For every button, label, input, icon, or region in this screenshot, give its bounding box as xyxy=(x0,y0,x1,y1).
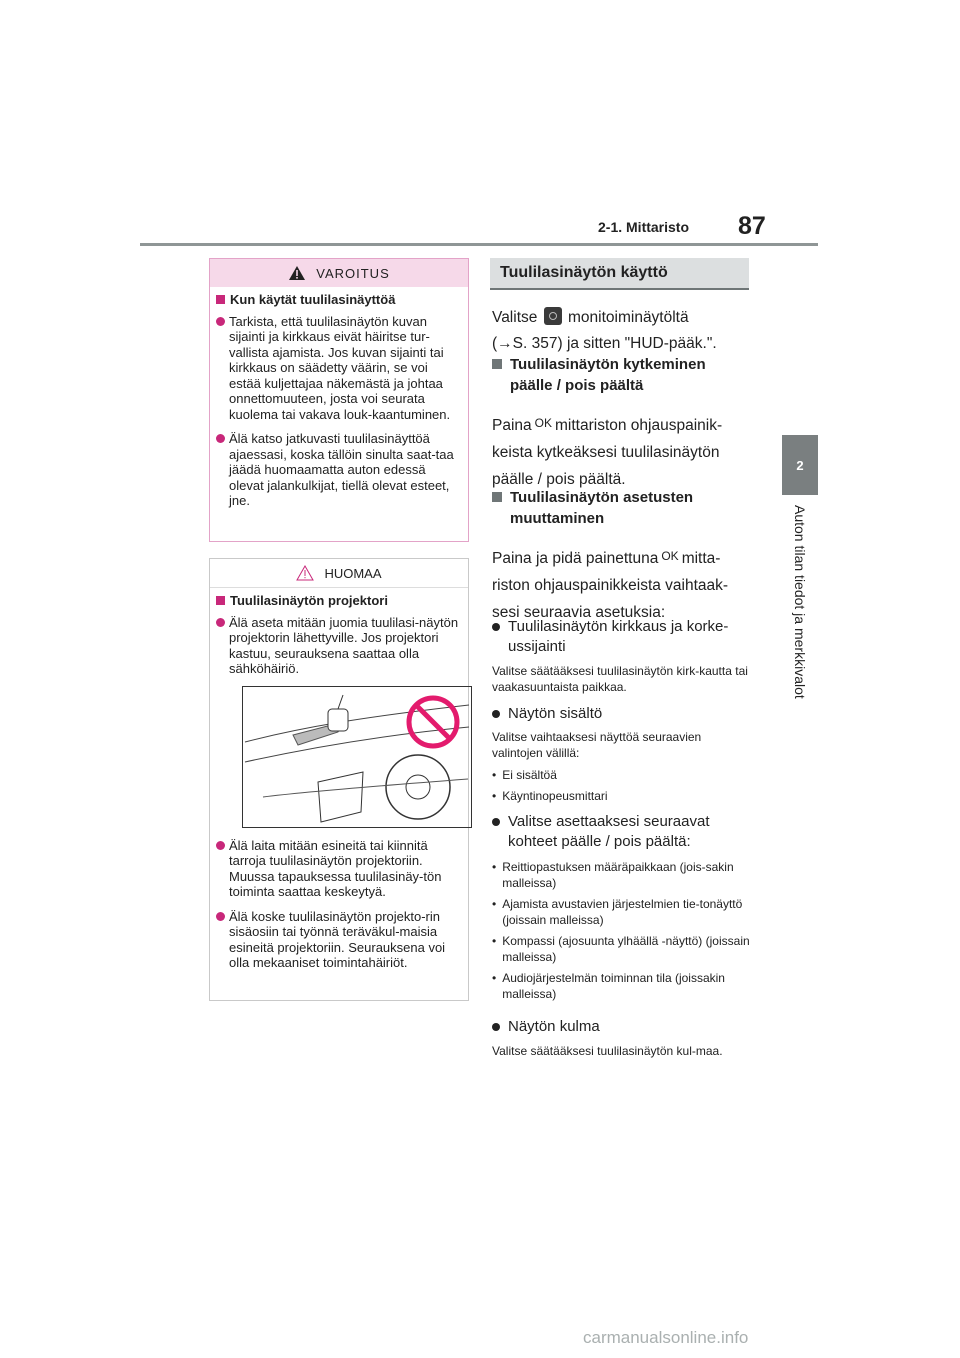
warning-heading: Kun käytät tuulilasinäyttöä xyxy=(216,292,462,308)
option-content: Näytön sisältö Valitse vaihtaaksesi näyttöä seuraavien valintojen välillä: • Ei sisältöä • Käyntinopeusmittari xyxy=(492,704,754,804)
option-angle: Näytön kulma Valitse säätääksesi tuulilasinäytön kul-maa. xyxy=(492,1018,723,1058)
list-item: • Ei sisältöä xyxy=(492,768,557,782)
toggle-paragraph: Paina OK mittariston ohjauspainik- keista kytkeäksesi tuulilasinäytön päälle / pois päältä. xyxy=(492,416,723,488)
notice-box xyxy=(209,558,469,1001)
warning-title: VAROITUS xyxy=(316,265,390,281)
subheading-toggle: Tuulilasinäytön kytkeminen päälle / pois päältä xyxy=(492,354,752,396)
caution-triangle-icon xyxy=(296,565,314,581)
subheading-settings: Tuulilasinäytön asetusten muuttaminen xyxy=(492,487,752,529)
intro-paragraph: Valitse monitoiminäytöltä (→S. 357) ja sitten "HUD-pääk.". xyxy=(492,309,717,352)
notice-heading: Tuulilasinäytön projektori xyxy=(216,593,462,609)
chapter-title: Auton tilan tiedot ja merkkivalot xyxy=(792,505,808,699)
watermark: carmanualsonline.info xyxy=(583,1328,749,1347)
warning-header xyxy=(210,259,468,287)
warning-item: Älä katso jatkuvasti tuulilasinäyttöä ajaessasi, koska tällöin sinulta saat-taa jäädä huomaamatta auton edessä olevat jalankulkijat, tiellä olevat esteet, jne. xyxy=(216,431,462,509)
notice-item: Älä aseta mitään juomia tuulilasi-näytön projektorin lähettyville. Jos projektori kastuu, seurauksena saattaa olla sähköhäiriö. xyxy=(216,615,462,677)
page-number: 87 xyxy=(738,212,766,240)
section-heading: Tuulilasinäytön käyttö xyxy=(490,258,749,290)
notice-item: Älä laita mitään esineitä tai kiinnitä tarroja tuulilasinäytön projektoriin. Muussa tapauksessa tuulilasinäy-tön toiminta saattaa keskeytyä. xyxy=(216,838,462,900)
chapter-number: 2 xyxy=(796,457,804,473)
notice-title: HUOMAA xyxy=(324,565,382,581)
list-item: • Käyntinopeusmittari xyxy=(492,789,608,803)
ok-button-glyph: OK xyxy=(661,549,679,563)
warning-triangle-icon xyxy=(288,265,306,281)
warning-item: Tarkista, että tuulilasinäytön kuvan sijainti ja kirkkaus eivät häiritse tur-vallista ajamista. Jos kuvan sijainti tai kirkkaus on säädetty väärin, se voi estää kuljettajaa näkemästä ja johtaa onnettomuuteen, josta voi seurata kuolema tai vakava louk-kaantuminen. xyxy=(216,314,462,423)
notice-item: Älä koske tuulilasinäytön projekto-rin sisäosiin tai työnnä teräväkul-maisia esineitä projektoriin. Seurauksena voi olla mekaaniset toimintahäiriöt. xyxy=(216,909,462,971)
projector-illustration xyxy=(242,686,472,828)
settings-icon xyxy=(544,307,562,325)
ok-button-glyph: OK xyxy=(534,416,552,430)
dashboard-drawing xyxy=(243,687,471,827)
header-rule xyxy=(140,243,818,246)
warning-box xyxy=(209,258,469,542)
section-title: 2-1. Mittaristo xyxy=(598,219,690,235)
notice-header xyxy=(210,559,468,588)
settings-paragraph: Paina ja pidä painettuna OK mitta- riston ohjauspainikkeista vaihtaak- sesi seuraavia asetuksia: xyxy=(492,549,729,621)
list-item: • Reittiopastuksen määräpaikkaan (jois-sakin malleissa) xyxy=(492,860,734,890)
list-item: • Audiojärjestelmän toiminnan tila (joissakin malleissa) xyxy=(492,971,725,1001)
option-brightness: Tuulilasinäytön kirkkaus ja korke-ussijainti Valitse säätääksesi tuulilasinäytön kirk-kautta tai vaakasuuntaista paikkaa. xyxy=(492,618,748,694)
list-item: • Kompassi (ajosuunta ylhäällä -näyttö) (joissain malleissa) xyxy=(492,934,750,964)
option-items: Valitse asettaaksesi seuraavat kohteet päälle / pois päältä: • Reittiopastuksen määräpaikkaan (jois-sakin malleissa) • Ajamista avustavien järjestelmien tie-tonäyttö (joissain malleissa) • Kompassi (ajosuunta ylhäällä -näyttö) (joissain malleissa) • Audiojärjestelmän toiminnan tila (joissakin malleissa) xyxy=(492,812,754,1002)
list-item: • Ajamista avustavien järjestelmien tie-tonäyttö (joissain malleissa) xyxy=(492,897,743,927)
chapter-tab xyxy=(782,435,818,495)
